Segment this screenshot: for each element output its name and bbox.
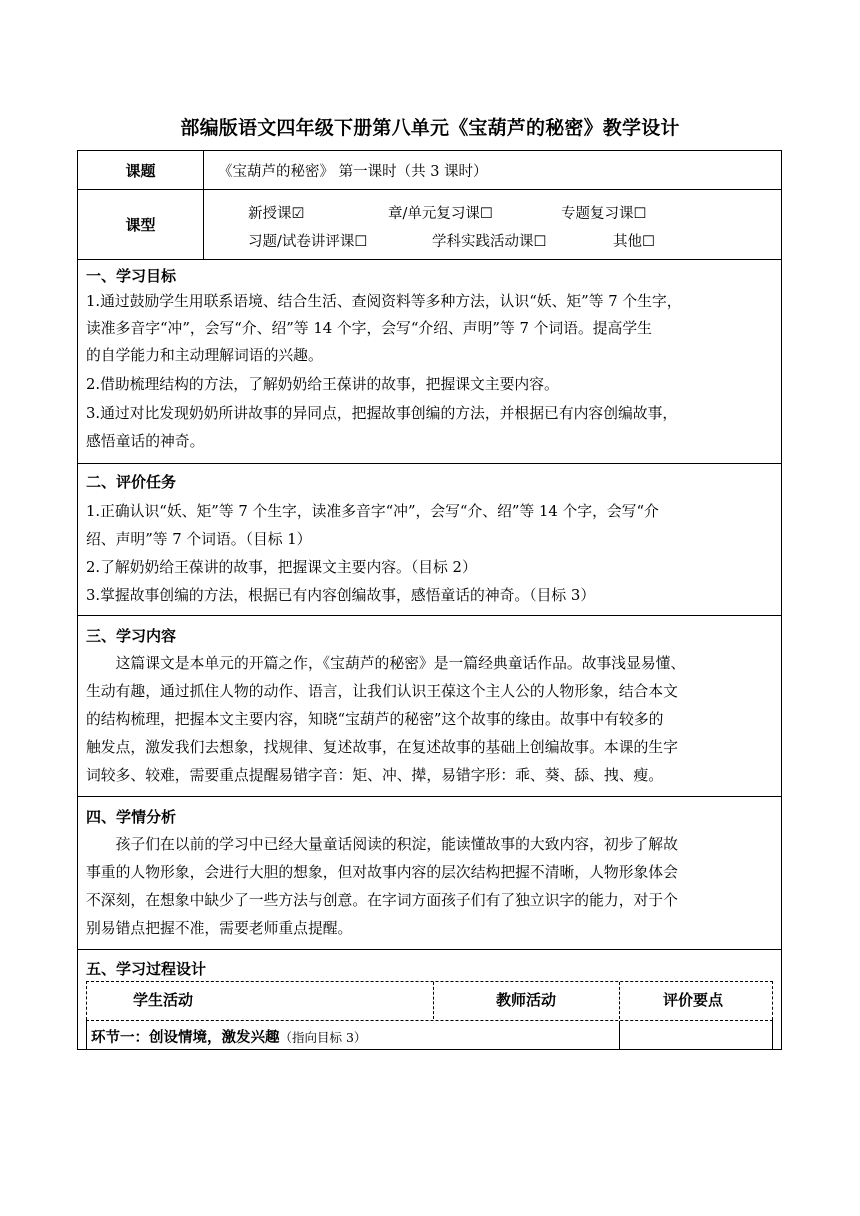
option-other[interactable]: 其他☐ [613, 234, 655, 250]
topic-label: 课题 [78, 151, 204, 189]
analysis-section [78, 797, 781, 950]
goals-line: 的自学能力和主动理解词语的兴趣。 [86, 347, 323, 364]
option-practice-activity[interactable]: 学科实践活动课☐ [432, 234, 547, 250]
analysis-line: 不深刻，在想象中缺少了一些方法与创意。在字词方面孩子们有了独立识字的能力，对于个 [86, 892, 678, 909]
goals-line: 1.通过鼓励学生用联系语境、结合生活、查阅资料等多种方法，认识“妖、矩”等 7 个生字， [86, 293, 682, 310]
option-new-lesson[interactable]: 新授课☑ [248, 206, 305, 222]
column-evaluation-points: 评价要点 [663, 991, 724, 1009]
lesson-type-row [78, 190, 781, 260]
step1-label: 环节一：创设情境，激发兴趣 [91, 1029, 280, 1046]
goals-line: 感悟童话的神奇。 [86, 433, 205, 450]
evaluation-line: 3.掌握故事创编的方法，根据已有内容创编故事，感悟童话的神奇。（目标 3） [86, 587, 596, 604]
evaluation-heading: 二、评价任务 [86, 473, 177, 491]
topic-row [78, 151, 781, 190]
step1-note: （指向目标 3） [279, 1030, 367, 1045]
analysis-line: 事重的人物形象，会进行大胆的想象，但对故事内容的层次结构把握不清晰，人物形象体会 [86, 864, 678, 881]
process-table-header [86, 981, 773, 1020]
option-unit-review[interactable]: 章/单元复习课☐ [388, 206, 493, 222]
column-teacher-activity: 教师活动 [496, 991, 557, 1009]
content-line: 词较多、较难，需要重点提醒易错字音：矩、冲、撵，易错字形：乖、葵、舔、拽、瘦。 [86, 767, 664, 784]
evaluation-line: 1.正确认识“妖、矩”等 7 个生字，读准多音字“冲”，会写“介、绍”等 14 个字，会写“介 [86, 503, 659, 520]
goals-line: 3.通过对比发现奶奶所讲故事的异同点，把握故事创编的方法，并根据已有内容创编故事， [86, 405, 678, 422]
topic-value: 《宝葫芦的秘密》 第一课时（共 3 课时） [218, 164, 488, 180]
analysis-line: 别易错点把握不准，需要老师重点提醒。 [86, 920, 353, 937]
content-heading: 三、学习内容 [86, 627, 177, 645]
goals-line: 2.借助梳理结构的方法，了解奶奶给王葆讲的故事，把握课文主要内容。 [86, 376, 559, 393]
analysis-heading: 四、学情分析 [86, 808, 177, 826]
evaluation-section [78, 464, 781, 616]
goals-line: 读准多音字“冲”，会写“介、绍”等 14 个字，会写“介绍、声明”等 7 个词语。提高学生 [86, 320, 652, 337]
lesson-type-label: 课型 [78, 190, 204, 259]
option-exercise-review[interactable]: 习题/试卷讲评课☐ [248, 234, 368, 250]
process-section [78, 950, 781, 1049]
lesson-plan-table [77, 150, 782, 1050]
evaluation-line: 2.了解奶奶给王葆讲的故事，把握课文主要内容。（目标 2） [86, 559, 477, 576]
evaluation-line: 绍、声明”等 7 个词语。（目标 1） [86, 531, 312, 548]
goals-section [78, 260, 781, 464]
content-line: 触发点，激发我们去想象，找规律、复述故事，在复述故事的基础上创编故事。本课的生字 [86, 739, 678, 756]
content-section [78, 616, 781, 797]
process-step-row [86, 1020, 773, 1049]
document-title: 部编版语文四年级下册第八单元《宝葫芦的秘密》教学设计 [180, 117, 680, 139]
content-line: 这篇课文是本单元的开篇之作，《宝葫芦的秘密》是一篇经典童话作品。故事浅显易懂、 [86, 655, 686, 672]
content-line: 的结构梳理，把握本文主要内容，知晓“宝葫芦的秘密”这个故事的缘由。故事中有较多的 [86, 711, 664, 728]
goals-heading: 一、学习目标 [86, 267, 177, 285]
option-topic-review[interactable]: 专题复习课☐ [561, 206, 647, 222]
process-heading: 五、学习过程设计 [86, 960, 207, 978]
analysis-line: 孩子们在以前的学习中已经大量童话阅读的积淀，能读懂故事的大致内容，初步了解故 [86, 836, 678, 853]
content-line: 生动有趣，通过抓住人物的动作、语言，让我们认识王葆这个主人公的人物形象，结合本文 [86, 683, 678, 700]
column-student-activity: 学生活动 [133, 991, 194, 1009]
